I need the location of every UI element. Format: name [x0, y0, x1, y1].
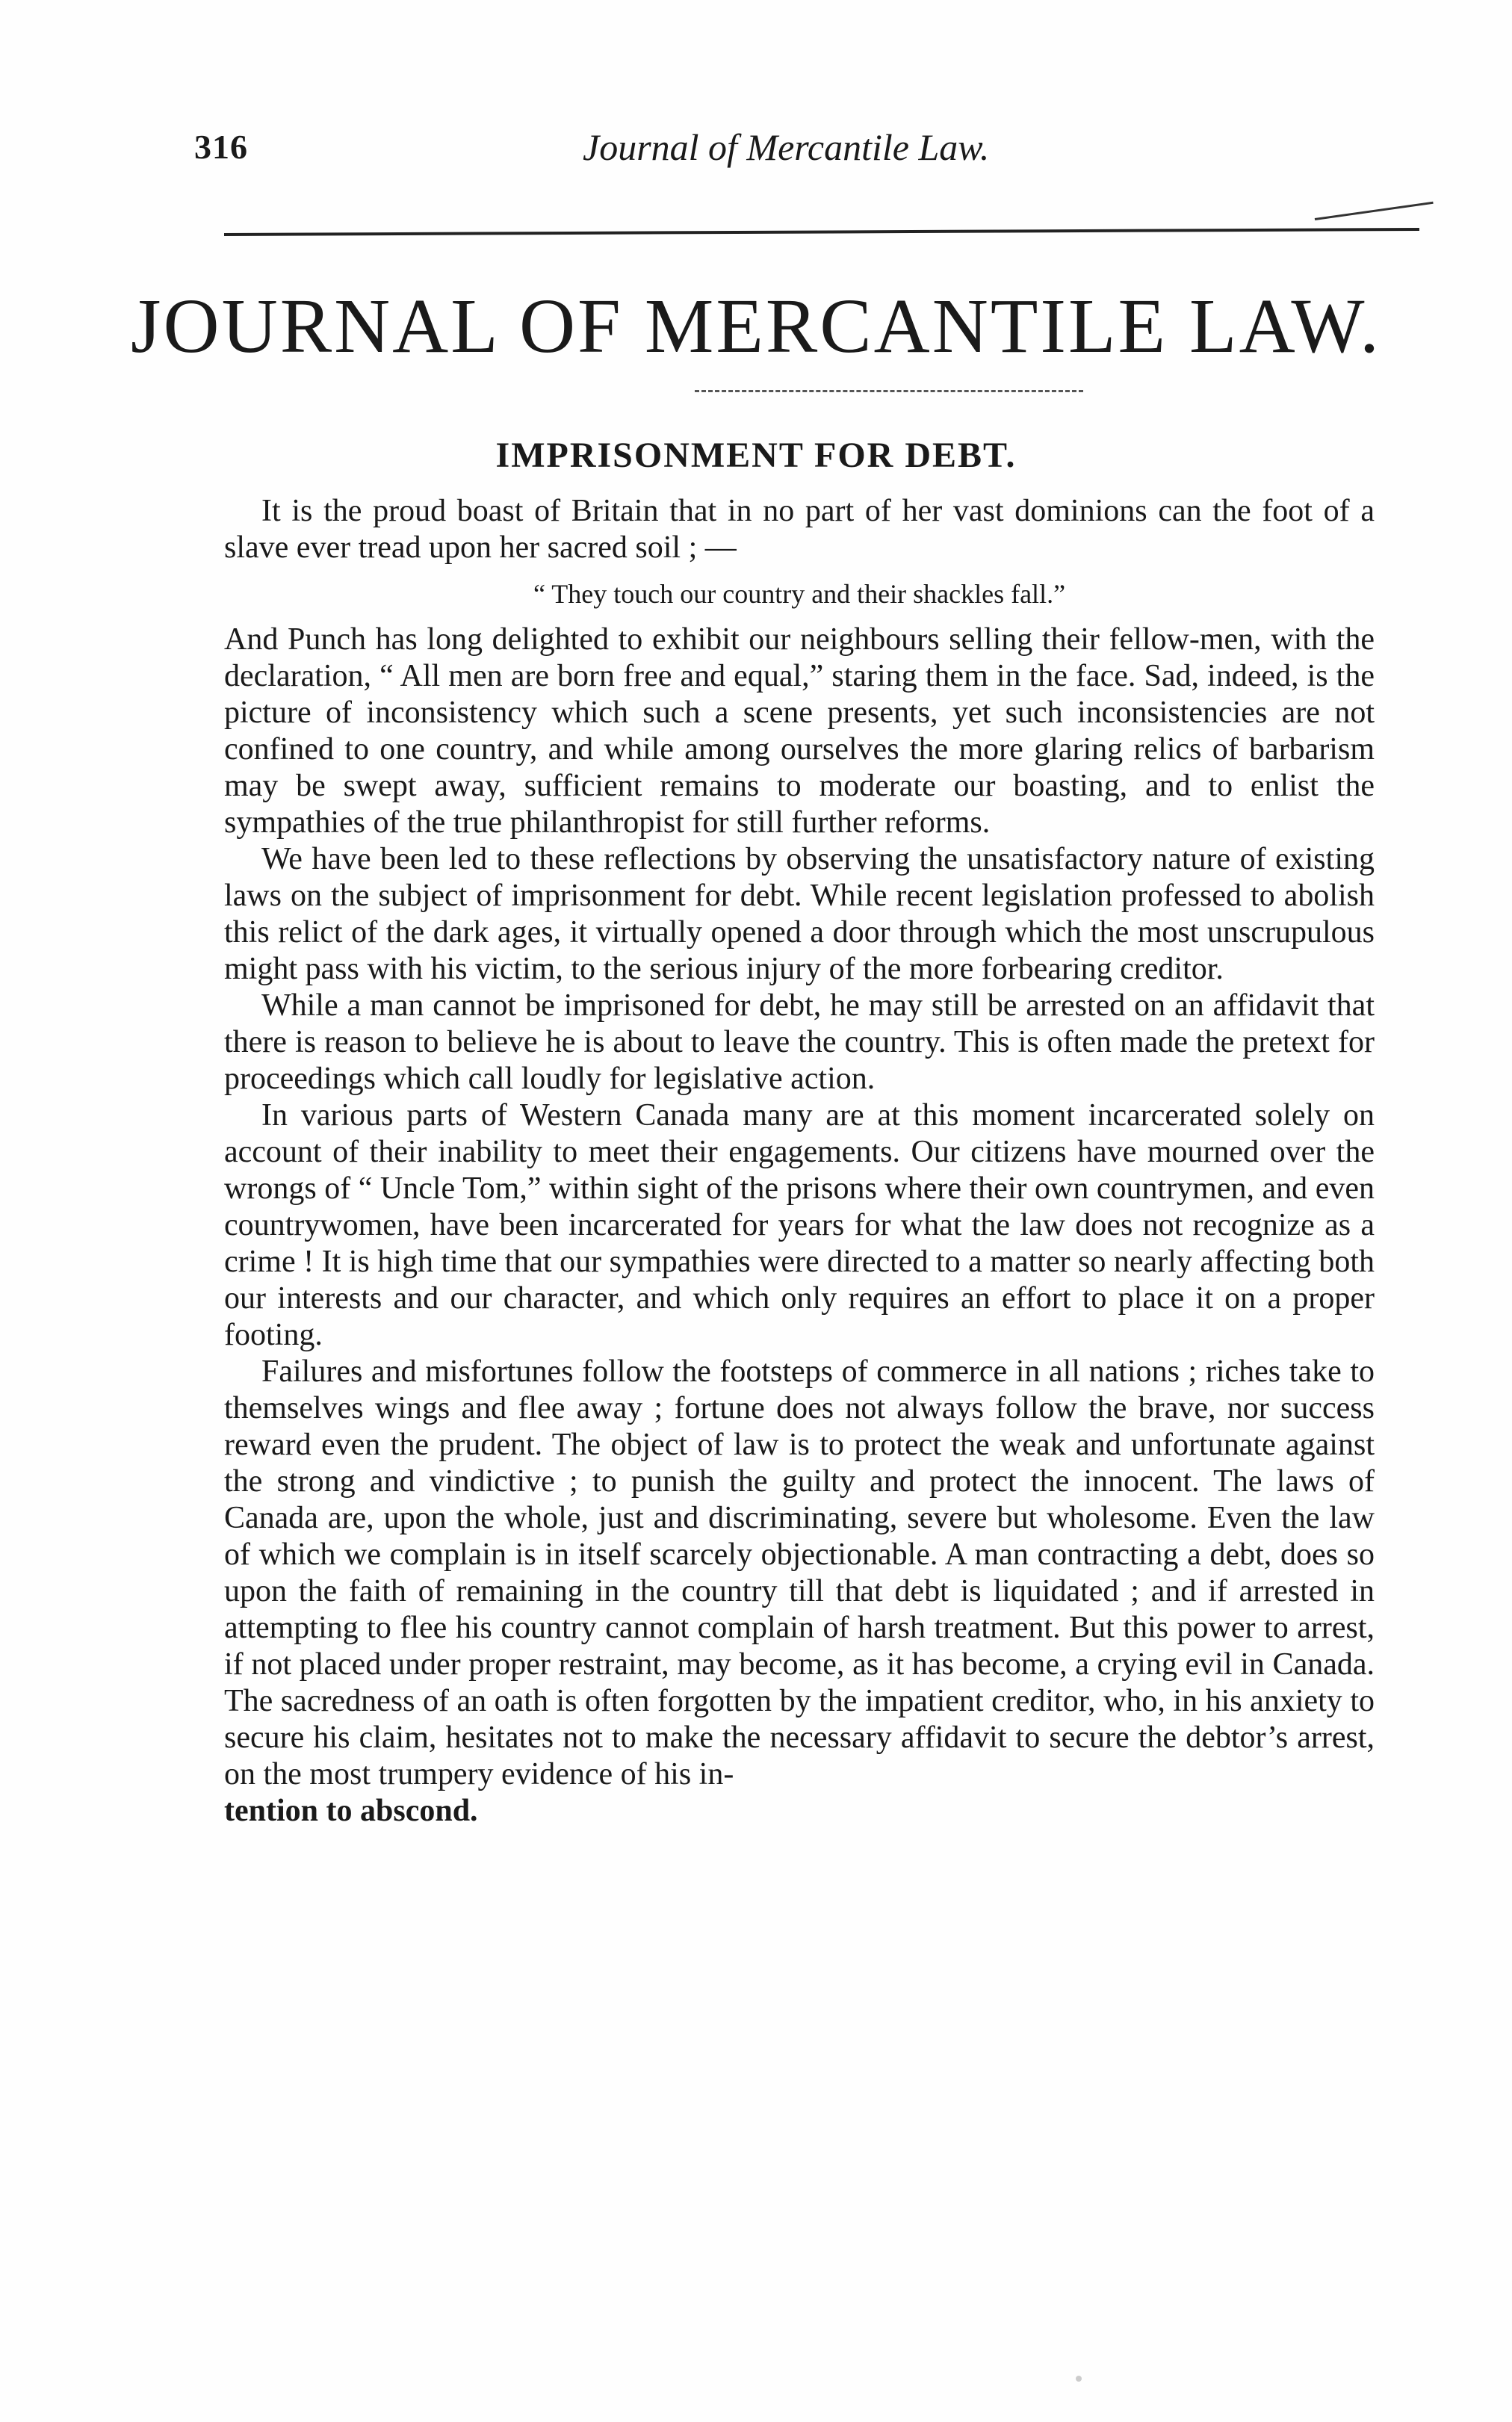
paragraph: In various parts of Western Canada many are at this moment incarcerated solely on account of their inability to meet their engagements. Our citizens have mourned over the wrongs of “ Uncle Tom,” within sight of the prisons where their own countrymen, and even countrywomen, have been incarcerated for years for what the law does not recognize as a crime ! It is high time that our sympathies were directed to a matter so nearly affecting both our interests and our character, and which only requires an effort to place it on a proper footing.: [224, 1098, 1375, 1352]
running-title: Journal of Mercantile Law.: [583, 126, 990, 168]
header-rule: [224, 228, 1419, 236]
title-divider: [695, 390, 1083, 392]
paragraph: It is the proud boast of Britain that in no part of her vast dominions can the foot of a slave ever tread upon her sacred soil ; —: [224, 494, 1375, 565]
page-speck: [1076, 2376, 1082, 2382]
block-quote: “ They touch our country and their shackles fall.”: [533, 579, 1066, 609]
closing-line: tention to abscond.: [224, 1794, 478, 1828]
page-number: 316: [194, 128, 248, 166]
paragraph: Failures and misfortunes follow the footsteps of commerce in all nations ; riches take to themselves wings and flee away ; fortune does not always follow the brave, nor success reward even the prudent. The object of law is to protect the weak and unfortunate against the strong and vindictive ; to punish the guilty and protect the innocent. The laws of Canada are, upon the whole, just and discriminating, severe but wholesome. Even the law of which we complain is in itself scarcely objectionable. A man contracting a debt, does so upon the faith of remaining in the country till that debt is liquidated ; and if arrested in attempting to flee his country cannot complain of harsh treatment. But this power to arrest, if not placed under proper restraint, may become, as it has become, a crying evil in Canada. The sacredness of an oath is often forgotten by the impatient creditor, who, in his anxiety to secure his claim, hesitates not to make the necessary affidavit to secure the debtor’s arrest, on the most trumpery evidence of his in-: [224, 1354, 1375, 1791]
paragraph: And Punch has long delighted to exhibit our neighbours selling their fellow-men, with the declaration, “ All men are born free and equal,” staring them in the face. Sad, indeed, is the picture of inconsistency which such a scene presents, yet such inconsistencies are not confined to one country, and while among ourselves the more glaring relics of barbarism may be swept away, sufficient remains to moderate our boasting, and to enlist the sympathies of the true philanthropist for still further reforms.: [224, 622, 1375, 840]
article-body: [224, 493, 1375, 1830]
paragraph: While a man cannot be imprisoned for debt, he may still be arrested on an affidavit that there is reason to believe he is about to leave the country. This is often made the pretext for proceedings which call loudly for legislative action.: [224, 988, 1375, 1096]
header-rule-flourish: [1315, 202, 1434, 220]
journal-title: JOURNAL OF MERCANTILE LAW.: [131, 283, 1381, 369]
section-heading: IMPRISONMENT FOR DEBT.: [495, 436, 1017, 475]
running-head: [194, 112, 1360, 168]
paragraph: We have been led to these reflections by observing the unsatisfactory nature of existing laws on the subject of imprisonment for debt. While recent legislation professed to abolish this relict of the dark ages, it virtually opened a door through which the most unscrupulous might pass with his victim, to the serious injury of the more forbearing creditor.: [224, 842, 1375, 986]
